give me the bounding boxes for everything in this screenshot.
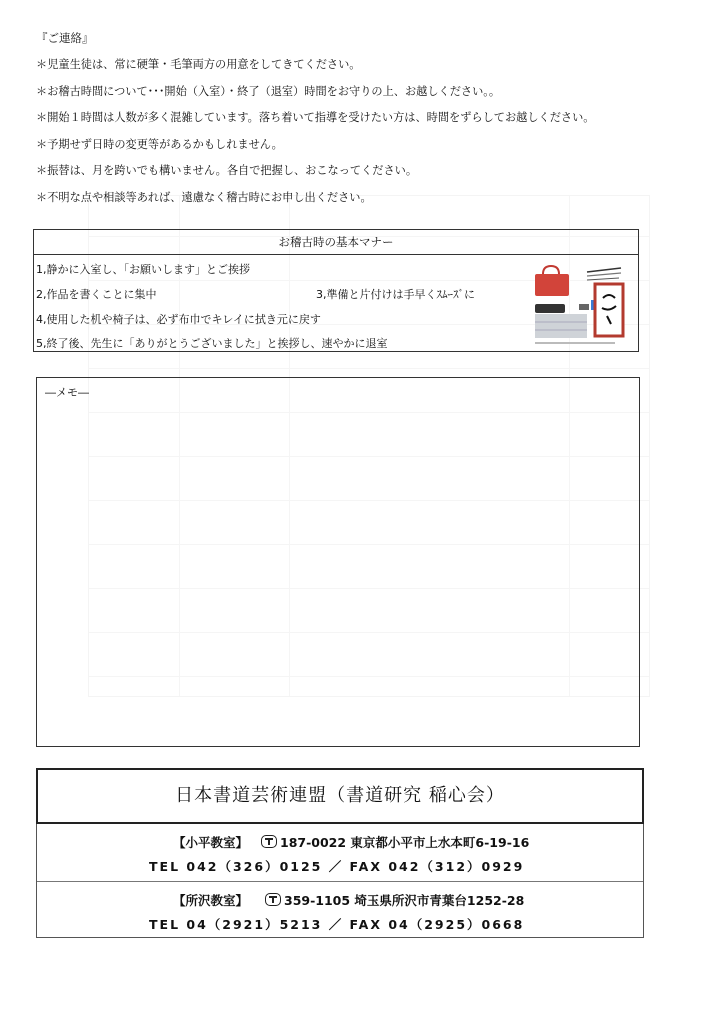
notice-item: ＊お稽古時間について･･･開始（入室）・終了（退室）時間をお守りの上、お越しください。。 xyxy=(36,84,501,98)
memo-label: ―メモ― xyxy=(45,386,89,399)
branch-kodaira xyxy=(37,824,643,881)
branch-address-line xyxy=(261,833,529,851)
manners-title: お稽古時の基本マナー xyxy=(34,230,638,255)
notice-heading: 『ご連絡』 xyxy=(36,31,94,45)
branch-tokorozawa xyxy=(37,881,643,939)
postal-mark-icon xyxy=(265,893,281,906)
manner-line: 1,静かに入室し、「お願いします」とご挨拶 xyxy=(36,263,250,276)
postal-mark-icon xyxy=(261,835,277,848)
notice-item: ＊予期せず日時の変更等があるかもしれません。 xyxy=(36,137,283,151)
calligraphy-tools-illustration xyxy=(529,262,629,348)
organization-name: 日本書道芸術連盟（書道研究 稲心会） xyxy=(36,768,644,824)
branch-phone-fax: TEL 042（326）0125 ／ FAX 042（312）0929 xyxy=(149,859,525,874)
manner-line: 2,作品を書くことに集中 xyxy=(36,288,157,301)
notice-item: ＊振替は、月を跨いでも構いません。各自で把握し、おこなってください。 xyxy=(36,164,418,177)
notice-item: ＊開始１時間は人数が多く混雑しています。落ち着いて指導を受けたい方は、時間をずらしてお越しください。 xyxy=(36,111,595,124)
manner-line: 4,使用した机や椅子は、必ず布巾でキレイに拭き元に戻す xyxy=(36,313,321,326)
manner-line: 5,終了後、先生に「ありがとうございました」と挨拶し、速やかに退室 xyxy=(36,337,388,350)
branch-name: 【小平教室】 xyxy=(173,835,249,850)
manners-box xyxy=(33,229,639,352)
memo-box xyxy=(36,377,640,747)
branch-address: 187-0022 東京都小平市上水本町6-19-16 xyxy=(280,835,530,850)
branch-info xyxy=(36,824,644,938)
manner-line: 3,準備と片付けは手早くｽﾑｰｽﾞに xyxy=(316,288,475,301)
branch-address-line xyxy=(265,891,524,909)
notice-item: ＊不明な点や相談等あれば、遠慮なく稽古時にお申し出ください。 xyxy=(36,190,372,204)
notice-section xyxy=(36,30,646,211)
notice-item: ＊児童生徒は、常に硬筆・毛筆両方の用意をしてきてください。 xyxy=(36,58,361,71)
branch-name: 【所沢教室】 xyxy=(173,893,249,908)
branch-address: 359-1105 埼玉県所沢市青葉台1252-28 xyxy=(284,893,525,908)
branch-phone-fax: TEL 04（2921）5213 ／ FAX 04（2925）0668 xyxy=(149,917,525,932)
